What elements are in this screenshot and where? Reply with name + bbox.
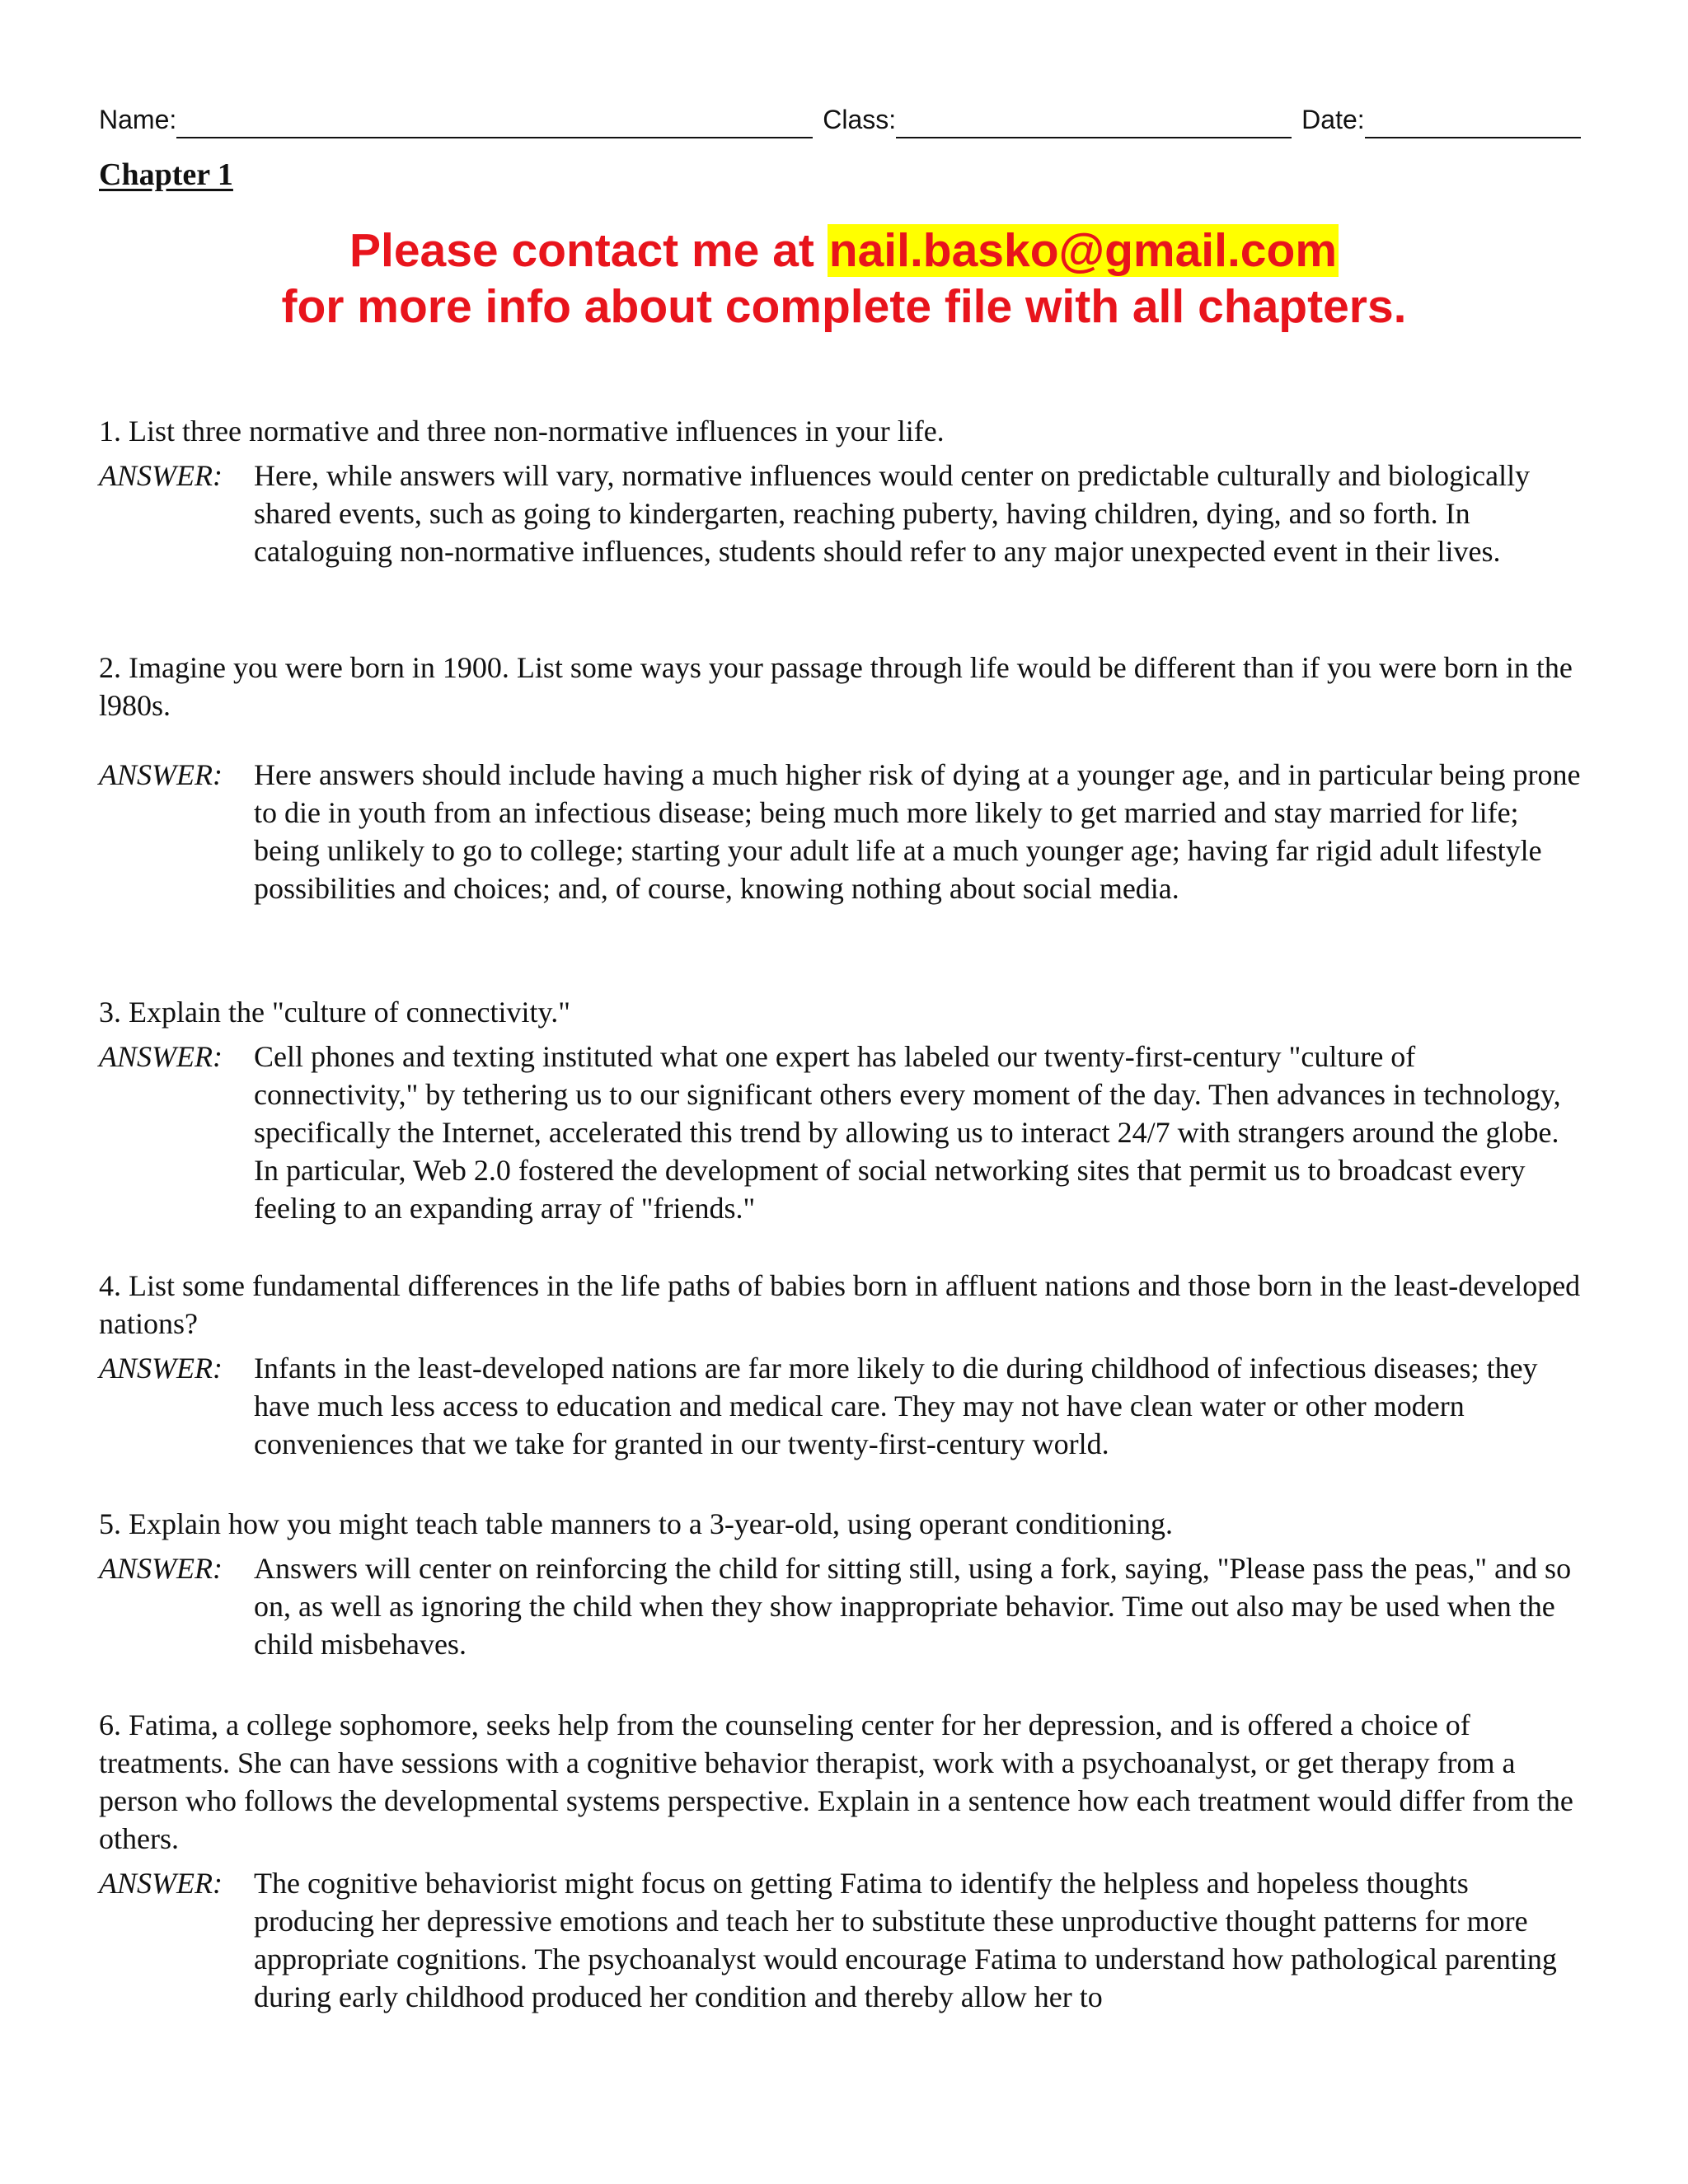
qa-item-1 [99,412,1582,570]
qa-item-4 [99,1267,1582,1463]
answer-text: Cell phones and texting instituted what one expert has labeled our twenty-first-century "culture of connectivity," by tethering us to our significant others every moment of the day. Then advances in technology, specifically the Internet, accelerated this trend by allowing us to interact 24/7 with strangers around the globe. In particular, Web 2.0 fostered the development of social networking sites that permit us to broadcast every feeling to an expanding array of "friends." [254,1040,1561,1225]
student-info-line [99,97,1591,138]
promo-prefix: Please contact me at [349,224,828,277]
class-label: Class: [823,105,897,134]
answer-block [99,1038,1582,1227]
answer-label: ANSWER: [99,1552,223,1585]
promo-line-1 [0,223,1688,279]
question-text: 3. Explain the "culture of connectivity." [99,996,570,1029]
answer-label: ANSWER: [99,1867,223,1900]
answer-label: ANSWER: [99,758,223,791]
answer-text: The cognitive behaviorist might focus on getting Fatima to identify the helpless and hopeless thoughts producing her depressive emotions and teach her to substitute these unproductive thought patterns for more appropriate cognitions. The psychoanalyst would encourage Fatima to understand how pathological parenting during early childhood produced her condition and thereby allow her to [254,1867,1557,2013]
answer-text: Infants in the least-developed nations are far more likely to die during childhood of infectious diseases; they have much less access to education and medical care. They may not have clean water or other modern conveniences that we take for granted in our twenty-first-century world. [254,1352,1538,1460]
question-text: 5. Explain how you might teach table manners to a 3-year-old, using operant conditioning. [99,1507,1173,1540]
question-text: 4. List some fundamental differences in the life paths of babies born in affluent nations and those born in the least-developed nations? [99,1269,1581,1340]
answer-block [99,756,1582,907]
question-text: 6. Fatima, a college sophomore, seeks help from the counseling center for her depression, and is offered a choice of treatments. She can have sessions with a cognitive behavior therapist, work with a psychoanalyst, or get therapy from a person who follows the developmental systems perspective. Explain in a sentence how each treatment would differ from the others. [99,1708,1573,1855]
answer-block [99,1549,1582,1663]
qa-item-2 [99,649,1582,907]
name-label: Name: [99,105,177,134]
name-blank [176,104,813,138]
answer-text: Here, while answers will vary, normative influences would center on predictable culturally and biologically shared events, such as going to kindergarten, reaching puberty, having children, dying, and so forth. In cataloguing non-normative influences, students should refer to any major unexpected event in their lives. [254,459,1531,568]
answer-label: ANSWER: [99,1040,223,1073]
answer-label: ANSWER: [99,1352,223,1385]
date-blank [1365,104,1581,138]
question-text: 1. List three normative and three non-normative influences in your life. [99,415,945,448]
answer-text: Answers will center on reinforcing the child for sitting still, using a fork, saying, "Please pass the peas," and so on, as well as ignoring the child when they show inappropriate behavior. Time out also may be used when the child misbehaves. [254,1552,1572,1661]
answer-label: ANSWER: [99,459,223,492]
qa-item-5 [99,1505,1582,1663]
answer-text: Here answers should include having a much higher risk of dying at a younger age, and in particular being prone to die in youth from an infectious disease; being much more likely to get married and stay married for life; being unlikely to go to college; starting your adult life at a much younger age; having far rigid adult lifestyle possibilities and choices; and, of course, knowing nothing about social media. [254,758,1581,905]
answer-block [99,457,1582,570]
chapter-title: Chapter 1 [99,157,233,192]
qa-item-6 [99,1706,1582,2016]
class-blank [896,104,1292,138]
date-label: Date: [1301,105,1365,134]
promo-line-2: for more info about complete file with all chapters. [281,280,1407,333]
question-text: 2. Imagine you were born in 1900. List some ways your passage through life would be different than if you were born in the l980s. [99,651,1573,722]
promo-email: nail.basko@gmail.com [828,224,1338,277]
qa-item-3 [99,993,1582,1227]
answer-block [99,1349,1582,1463]
answer-block [99,1864,1582,2016]
